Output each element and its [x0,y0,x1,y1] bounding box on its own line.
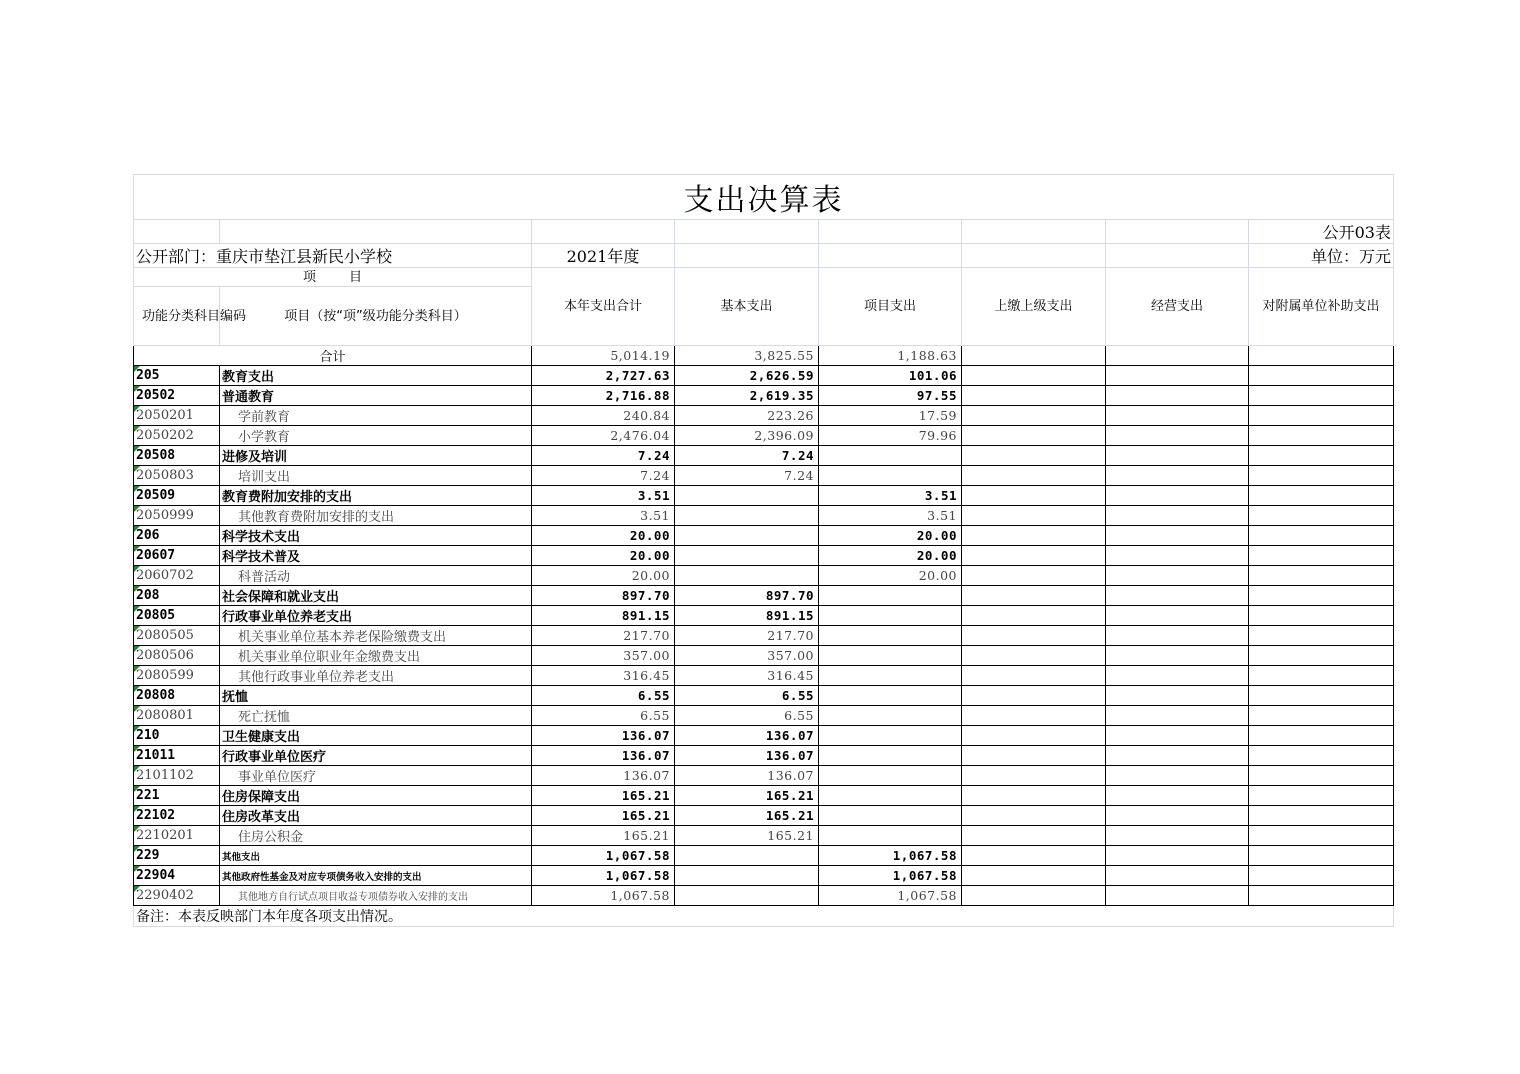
row-name: 普通教育 [220,386,532,406]
table-row [134,366,1394,386]
row-empty-cell [1106,866,1249,886]
row-project [819,746,962,766]
row-name: 其他支出 [220,846,532,866]
row-basic: 7.24 [675,446,819,466]
row-code: 21011 [134,746,220,766]
row-empty-cell [1249,546,1394,566]
total-cell-total: 5,014.19 [532,346,675,366]
row-basic: 165.21 [675,786,819,806]
row-total: 2,716.88 [532,386,675,406]
row-name: 住房公积金 [220,826,532,846]
row-name: 培训支出 [220,466,532,486]
row-name: 其他行政事业单位养老支出 [220,666,532,686]
row-empty-cell [1106,706,1249,726]
table-row [134,826,1394,846]
row-basic: 2,619.35 [675,386,819,406]
row-empty-cell [1106,526,1249,546]
row-code: 22102 [134,806,220,826]
row-code: 208 [134,586,220,606]
row-name: 教育支出 [220,366,532,386]
row-total: 136.07 [532,726,675,746]
row-basic: 357.00 [675,646,819,666]
report-title: 支出决算表 [134,175,1394,220]
row-total: 136.07 [532,746,675,766]
row-code: 20607 [134,546,220,566]
row-project [819,706,962,726]
row-code: 205 [134,366,220,386]
row-name: 其他教育费附加安排的支出 [220,506,532,526]
row-empty-cell [1249,386,1394,406]
total-row [134,346,1394,366]
table-row [134,866,1394,886]
row-empty-cell [962,826,1106,846]
row-empty-cell [1249,886,1394,906]
row-empty-cell [1249,806,1394,826]
row-empty-cell [1106,646,1249,666]
row-empty-cell [1106,466,1249,486]
row-basic: 165.21 [675,826,819,846]
header-project-expense: 项目支出 [819,268,962,346]
row-project: 17.59 [819,406,962,426]
row-basic [675,886,819,906]
row-empty-cell [962,666,1106,686]
row-code: 2080599 [134,666,220,686]
table-row [134,766,1394,786]
row-total: 897.70 [532,586,675,606]
row-empty-cell [1249,426,1394,446]
row-empty-cell [1249,406,1394,426]
table-row [134,686,1394,706]
table-row [134,466,1394,486]
row-empty-cell [962,846,1106,866]
row-name: 卫生健康支出 [220,726,532,746]
row-total: 136.07 [532,766,675,786]
row-empty-cell [1249,866,1394,886]
row-basic [675,526,819,546]
row-empty-cell [1106,766,1249,786]
row-code: 2050202 [134,426,220,446]
row-basic: 316.45 [675,666,819,686]
row-basic: 6.55 [675,706,819,726]
row-project [819,766,962,786]
row-code: 229 [134,846,220,866]
row-basic: 7.24 [675,466,819,486]
row-name: 社会保障和就业支出 [220,586,532,606]
row-empty-cell [1249,646,1394,666]
row-name: 科学技术支出 [220,526,532,546]
header-basic: 基本支出 [675,268,819,346]
row-project [819,446,962,466]
row-empty-cell [1249,746,1394,766]
row-project [819,466,962,486]
row-empty-cell [1249,626,1394,646]
row-code: 221 [134,786,220,806]
row-total: 7.24 [532,466,675,486]
row-empty-cell [1106,566,1249,586]
row-empty-cell [962,486,1106,506]
row-total: 3.51 [532,506,675,526]
row-empty-cell [1106,506,1249,526]
table-row [134,786,1394,806]
table-row [134,646,1394,666]
expenditure-table [133,174,1394,927]
row-name: 教育费附加安排的支出 [220,486,532,506]
row-total: 165.21 [532,786,675,806]
row-empty-cell [1249,726,1394,746]
table-row [134,706,1394,726]
row-empty-cell [1106,846,1249,866]
row-empty-cell [1249,686,1394,706]
row-code: 2080801 [134,706,220,726]
row-empty-cell [1249,846,1394,866]
row-empty-cell [962,606,1106,626]
department-label: 公开部门：重庆市垫江县新民小学校 [134,244,532,268]
row-empty-cell [1106,806,1249,826]
table-row [134,526,1394,546]
row-code: 2210201 [134,826,220,846]
row-code: 2050803 [134,466,220,486]
total-cell-project: 1,188.63 [819,346,962,366]
row-total: 891.15 [532,606,675,626]
row-basic [675,866,819,886]
table-row [134,566,1394,586]
row-code: 2290402 [134,886,220,906]
row-basic: 136.07 [675,766,819,786]
table-row [134,486,1394,506]
row-basic: 223.26 [675,406,819,426]
row-name: 住房保障支出 [220,786,532,806]
row-empty-cell [1106,886,1249,906]
row-name: 其他地方自行试点项目收益专项债券收入安排的支出 [220,886,532,906]
header-business: 经营支出 [1106,268,1249,346]
header-project-group: 项 目 [134,268,532,287]
row-empty-cell [1106,626,1249,646]
row-empty-cell [962,566,1106,586]
row-name: 事业单位医疗 [220,766,532,786]
row-empty-cell [962,766,1106,786]
table-row [134,446,1394,466]
header-code: 功能分类科目编码 [134,287,220,346]
row-name: 行政事业单位养老支出 [220,606,532,626]
row-total: 20.00 [532,526,675,546]
row-project: 20.00 [819,526,962,546]
row-code: 2050999 [134,506,220,526]
row-code: 2080505 [134,626,220,646]
row-empty-cell [1106,586,1249,606]
row-basic [675,506,819,526]
row-empty-cell [1249,526,1394,546]
row-basic: 6.55 [675,686,819,706]
row-basic [675,546,819,566]
table-row [134,386,1394,406]
expenditure-report-sheet [133,174,1393,927]
table-row [134,546,1394,566]
table-row [134,506,1394,526]
row-total: 1,067.58 [532,846,675,866]
row-total: 165.21 [532,826,675,846]
row-empty-cell [1106,606,1249,626]
row-total: 1,067.58 [532,866,675,886]
row-empty-cell [1249,466,1394,486]
row-empty-cell [962,526,1106,546]
total-cell-basic: 3,825.55 [675,346,819,366]
row-basic: 2,626.59 [675,366,819,386]
row-empty-cell [1106,446,1249,466]
row-empty-cell [962,386,1106,406]
row-project: 101.06 [819,366,962,386]
header-subsidy: 对附属单位补助支出 [1249,268,1394,346]
row-name: 住房改革支出 [220,806,532,826]
total-label: 合计 [134,346,532,366]
row-empty-cell [1249,826,1394,846]
row-project: 20.00 [819,566,962,586]
row-total: 165.21 [532,806,675,826]
row-total: 3.51 [532,486,675,506]
unit-label: 单位：万元 [1249,244,1394,268]
row-empty-cell [1249,766,1394,786]
row-empty-cell [1249,706,1394,726]
row-code: 2101102 [134,766,220,786]
row-project [819,586,962,606]
row-project [819,686,962,706]
row-name: 科学技术普及 [220,546,532,566]
row-empty-cell [962,446,1106,466]
row-empty-cell [1249,446,1394,466]
row-empty-cell [1249,786,1394,806]
row-basic [675,846,819,866]
row-project [819,786,962,806]
row-empty-cell [962,466,1106,486]
row-total: 6.55 [532,686,675,706]
row-empty-cell [1106,546,1249,566]
row-empty-cell [962,646,1106,666]
row-empty-cell [1106,826,1249,846]
row-project [819,826,962,846]
table-row [134,726,1394,746]
row-project: 1,067.58 [819,886,962,906]
row-project [819,626,962,646]
row-code: 20502 [134,386,220,406]
row-project: 79.96 [819,426,962,446]
row-empty-cell [1106,426,1249,446]
row-basic: 136.07 [675,726,819,746]
table-row [134,586,1394,606]
row-empty-cell [962,546,1106,566]
row-total: 20.00 [532,566,675,586]
row-empty-cell [962,726,1106,746]
row-empty-cell [962,746,1106,766]
row-empty-cell [1249,566,1394,586]
row-project [819,646,962,666]
row-basic [675,486,819,506]
row-project: 3.51 [819,506,962,526]
row-basic: 217.70 [675,626,819,646]
header-project: 项目（按“项”级功能分类科目） [220,287,532,346]
row-name: 抚恤 [220,686,532,706]
row-empty-cell [962,366,1106,386]
row-code: 20808 [134,686,220,706]
row-total: 357.00 [532,646,675,666]
row-total: 6.55 [532,706,675,726]
row-empty-cell [1249,586,1394,606]
row-empty-cell [962,786,1106,806]
row-code: 210 [134,726,220,746]
row-total: 20.00 [532,546,675,566]
row-total: 7.24 [532,446,675,466]
header-total: 本年支出合计 [532,268,675,346]
row-project: 20.00 [819,546,962,566]
table-row [134,406,1394,426]
row-name: 行政事业单位医疗 [220,746,532,766]
row-total: 316.45 [532,666,675,686]
table-row [134,666,1394,686]
row-project: 97.55 [819,386,962,406]
row-empty-cell [962,706,1106,726]
row-name: 科普活动 [220,566,532,586]
footnote: 备注：本表反映部门本年度各项支出情况。 [134,906,1394,927]
row-basic: 891.15 [675,606,819,626]
table-row [134,806,1394,826]
row-empty-cell [1106,666,1249,686]
row-total: 217.70 [532,626,675,646]
row-code: 2060702 [134,566,220,586]
row-empty-cell [962,886,1106,906]
row-empty-cell [1249,366,1394,386]
row-basic [675,566,819,586]
table-row [134,846,1394,866]
row-total: 1,067.58 [532,886,675,906]
table-row [134,886,1394,906]
table-number: 公开03表 [1249,220,1394,244]
row-project: 1,067.58 [819,866,962,886]
row-empty-cell [962,406,1106,426]
row-project: 1,067.58 [819,846,962,866]
row-total: 2,476.04 [532,426,675,446]
table-row [134,426,1394,446]
row-total: 240.84 [532,406,675,426]
row-empty-cell [1106,486,1249,506]
row-basic: 2,396.09 [675,426,819,446]
row-total: 2,727.63 [532,366,675,386]
row-empty-cell [962,686,1106,706]
row-basic: 897.70 [675,586,819,606]
row-basic: 165.21 [675,806,819,826]
row-empty-cell [1249,606,1394,626]
table-row [134,626,1394,646]
row-empty-cell [1106,726,1249,746]
row-name: 机关事业单位职业年金缴费支出 [220,646,532,666]
row-project [819,806,962,826]
row-empty-cell [1106,686,1249,706]
row-empty-cell [1249,666,1394,686]
row-empty-cell [962,506,1106,526]
row-code: 206 [134,526,220,546]
row-empty-cell [1106,786,1249,806]
header-upper: 上缴上级支出 [962,268,1106,346]
row-empty-cell [962,426,1106,446]
row-project [819,726,962,746]
table-row [134,746,1394,766]
row-name: 死亡抚恤 [220,706,532,726]
row-empty-cell [962,866,1106,886]
row-name: 学前教育 [220,406,532,426]
row-empty-cell [1106,406,1249,426]
row-name: 小学教育 [220,426,532,446]
row-empty-cell [1249,506,1394,526]
row-code: 20805 [134,606,220,626]
row-empty-cell [1249,486,1394,506]
row-empty-cell [962,626,1106,646]
row-name: 机关事业单位基本养老保险缴费支出 [220,626,532,646]
row-empty-cell [1106,366,1249,386]
row-empty-cell [962,806,1106,826]
row-code: 22904 [134,866,220,886]
row-name: 其他政府性基金及对应专项债务收入安排的支出 [220,866,532,886]
row-empty-cell [962,586,1106,606]
row-basic: 136.07 [675,746,819,766]
row-code: 20508 [134,446,220,466]
row-code: 20509 [134,486,220,506]
row-empty-cell [1106,746,1249,766]
row-project [819,666,962,686]
row-code: 2050201 [134,406,220,426]
row-project [819,606,962,626]
row-project: 3.51 [819,486,962,506]
row-empty-cell [1106,386,1249,406]
fiscal-year: 2021年度 [532,244,675,268]
table-row [134,606,1394,626]
row-name: 进修及培训 [220,446,532,466]
row-code: 2080506 [134,646,220,666]
